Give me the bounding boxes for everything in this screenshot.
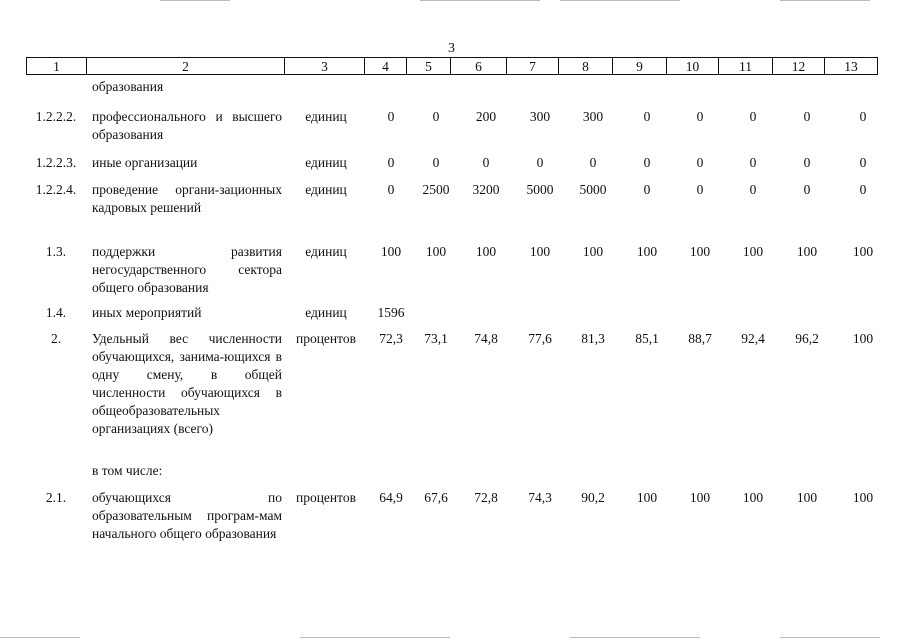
cell-value: 5000: [579, 182, 607, 197]
header-cell: 8: [558, 57, 612, 75]
cell-value: 0: [803, 182, 811, 197]
row-number: 1.2.2.3.: [35, 155, 77, 170]
page-number: 3: [448, 41, 455, 56]
cell-value: 2500: [422, 182, 450, 197]
row-unit: единиц: [305, 305, 347, 320]
cell-value: 0: [696, 155, 704, 170]
scan-edge: [780, 637, 880, 638]
cell-value: 0: [696, 109, 704, 124]
header-cell: 11: [718, 57, 772, 75]
cell-value: 67,6: [424, 490, 448, 505]
header-cell: 3: [284, 57, 364, 75]
cell-value: 300: [529, 109, 551, 124]
cell-value: 0: [749, 182, 757, 197]
cell-value: 100: [582, 244, 604, 259]
cell-value: 0: [749, 155, 757, 170]
cell-value: 100: [852, 490, 874, 505]
header-cell: 2: [86, 57, 284, 75]
row-number: 1.4.: [45, 305, 67, 320]
cell-value: 100: [425, 244, 447, 259]
cell-value: 100: [475, 244, 497, 259]
cell-value: 77,6: [528, 331, 552, 346]
row-number: 1.3.: [45, 244, 67, 259]
cell-value: 90,2: [581, 490, 605, 505]
scan-edge: [0, 637, 80, 638]
cell-value: 3200: [472, 182, 500, 197]
cell-value: 100: [689, 490, 711, 505]
row-description: в том числе:: [92, 463, 163, 478]
row-unit: единиц: [305, 109, 347, 124]
cell-value: 81,3: [581, 331, 605, 346]
row-number: 1.2.2.2.: [35, 109, 77, 124]
cell-value: 0: [643, 109, 651, 124]
cell-value: 0: [387, 182, 395, 197]
cell-value: 0: [859, 155, 867, 170]
cell-value: 0: [859, 182, 867, 197]
cell-value: 73,1: [424, 331, 448, 346]
row-description: иных мероприятий: [92, 305, 202, 320]
cell-value: 100: [380, 244, 402, 259]
table-header: [26, 57, 878, 75]
row-unit: единиц: [305, 182, 347, 197]
row-description: обучающихся по образовательным програм-мам начального общего образования: [92, 490, 282, 541]
row-number: 2.1.: [45, 490, 67, 505]
cell-value: 96,2: [795, 331, 819, 346]
header-cell: 6: [450, 57, 506, 75]
cell-value: 0: [536, 155, 544, 170]
header-cell: 12: [772, 57, 824, 75]
cell-value: 100: [852, 244, 874, 259]
header-cell: 7: [506, 57, 558, 75]
cell-value: 100: [852, 331, 874, 346]
header-cell: 13: [824, 57, 878, 75]
cell-value: 0: [696, 182, 704, 197]
row-number: 2.: [50, 331, 62, 346]
cell-value: 100: [529, 244, 551, 259]
cell-value: 0: [387, 109, 395, 124]
row-unit: единиц: [305, 155, 347, 170]
header-cell: 1: [26, 57, 86, 75]
scan-edge: [300, 637, 450, 638]
row-description: иные организации: [92, 155, 198, 170]
scan-edge: [560, 0, 680, 1]
row-description: проведение органи-зационных кадровых решений: [92, 182, 282, 215]
cell-value: 74,8: [474, 331, 498, 346]
cell-value: 300: [582, 109, 604, 124]
continuation-text: образования: [92, 79, 164, 94]
cell-value: 5000: [526, 182, 554, 197]
scan-edge: [780, 0, 870, 1]
row-description: поддержки развития негосударственного сектора общего образования: [92, 244, 282, 295]
row-description: Удельный вес численности обучающихся, занима-ющихся в одну смену, в общей численности обучающихся в общеобразовательных организациях (всего): [92, 331, 282, 436]
header-cell: 10: [666, 57, 718, 75]
header-cell: 4: [364, 57, 406, 75]
cell-value: 200: [475, 109, 497, 124]
cell-value: 0: [432, 155, 440, 170]
scan-edge: [420, 0, 540, 1]
cell-value: 72,8: [474, 490, 498, 505]
cell-value: 0: [643, 155, 651, 170]
cell-value: 88,7: [688, 331, 712, 346]
header-cell: 5: [406, 57, 450, 75]
row-unit: единиц: [305, 244, 347, 259]
row-description: профессионального и высшего образования: [92, 109, 282, 142]
cell-value: 0: [432, 109, 440, 124]
cell-value: 0: [803, 109, 811, 124]
cell-value: 0: [859, 109, 867, 124]
cell-value: 100: [636, 490, 658, 505]
header-cell: 9: [612, 57, 666, 75]
cell-value: 100: [796, 490, 818, 505]
cell-value: 72,3: [379, 331, 403, 346]
cell-value: 0: [749, 109, 757, 124]
cell-value: 100: [636, 244, 658, 259]
cell-value: 0: [482, 155, 490, 170]
cell-value: 0: [387, 155, 395, 170]
scan-edge: [570, 637, 700, 638]
scan-edge: [160, 0, 230, 1]
cell-value: 64,9: [379, 490, 403, 505]
cell-value: 85,1: [635, 331, 659, 346]
cell-value: 74,3: [528, 490, 552, 505]
cell-value: 100: [742, 490, 764, 505]
cell-value: 100: [689, 244, 711, 259]
cell-value: 100: [742, 244, 764, 259]
row-number: 1.2.2.4.: [35, 182, 77, 197]
cell-value: 0: [803, 155, 811, 170]
cell-value: 0: [643, 182, 651, 197]
row-unit: процентов: [295, 331, 356, 346]
row-unit: процентов: [295, 490, 356, 505]
cell-value: 1596: [377, 305, 405, 320]
cell-value: 100: [796, 244, 818, 259]
cell-value: 92,4: [741, 331, 765, 346]
cell-value: 0: [589, 155, 597, 170]
